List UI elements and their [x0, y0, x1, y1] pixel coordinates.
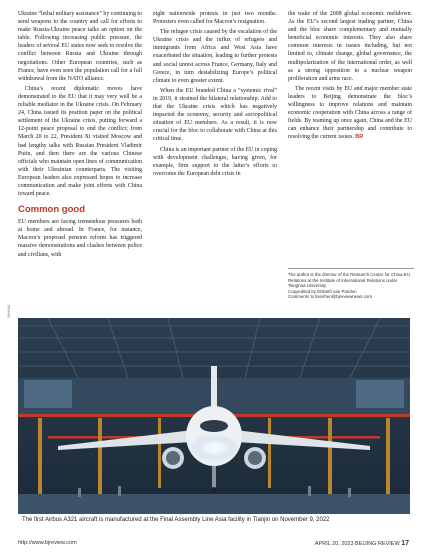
paragraph: the wake of the 2008 global economic meltdown. As the EU’s second largest trading partner, China and the bloc share complementary and mutually beneficial economic interests. They also share common interests in issues including, but not limited to, climate change, global governance, the multipolarization of the international order, as well as a strong opposition to a nuclear weapon proliferation and arms race. [288, 11, 412, 82]
author-note [288, 268, 414, 300]
paragraph: China is an important partner of the EU in coping with development challenges, having given, for example, firm support to the latter’s efforts to overcome the European debt crisis in [153, 146, 277, 177]
airbus-assembly-photo [18, 318, 410, 514]
article-column-1 [18, 10, 142, 261]
paragraph: eight nationwide protests in just two months. Protesters even called for Macron’s resignation. [153, 11, 277, 26]
paragraph: EU members are facing tremendous pressures both at home and abroad. In France, for instance, Macron’s proposed pension reform has triggered massive demonstrations and clashes between police and civilians, with [18, 219, 142, 258]
left-banner [24, 380, 72, 408]
hangar-floor [18, 494, 410, 514]
photo-credit: XINHUA [7, 304, 11, 318]
paragraph-text: The recent visits by EU and major member state leaders to Beijing demonstrate the bloc’s willingness to improve relations and maintain economic cooperation with China across a range of fields. By teaming up once again, China and the EU can enhance their partnership and contribute to resolving the current issues. [288, 85, 412, 141]
issue-text: APRIL 20, 2023 BEIJING REVIEW [314, 541, 400, 547]
nose-light-glow [188, 434, 240, 462]
right-banner [356, 380, 404, 408]
page-number: 17 [401, 540, 409, 547]
hangar-illustration [18, 318, 410, 514]
article-column-2 [153, 10, 277, 180]
section-subhead: Common good [18, 204, 86, 216]
footer-issue-line [315, 540, 409, 547]
copyeditor-credit: Copyedited by Elsbeth van Paridon [288, 288, 357, 294]
paragraph: China’s recent diplomatic moves have demonstrated to the EU that it may very well be a reliable mediator in the Ukraine crisis. On February 24, China issued its position paper on the political settlement of the Ukraine crisis, putting forward a 12-point peace proposal to end the conflict; from March 20 to 22, President Xi visited Moscow and had lengthy talks with Russian President Vladimir Putin, and then there are the various Chinese officials who maintain open lines of communication with their Ukrainian counterparts. The visiting European leaders also expressed hopes to increase communication and make joint efforts with China toward peace. [18, 85, 142, 198]
article-column-3 [288, 10, 412, 144]
paragraph: The refugee crisis caused by the escalation of the Ukraine crisis and the influx of refugees and immigrants from Africa and West Asia have exacerbated the situation, leading to further protests and social unrest across France, Germany, Italy and Greece, in turn destabilizing Europe’s political climate to even greater extent. [153, 29, 277, 84]
end-mark: BR [355, 134, 364, 141]
paragraph: When the EU branded China a “systemic rival” in 2019, it strained the bilateral relationship. Add to that the Ukraine crisis which has negatively impacted the economy, security and sociopolitical situation of EU members. As a result, it is now crucial for the bloc to collaborate with China at this critical time. [153, 87, 277, 143]
paragraph: Ukraine “lethal military assistance” by continuing to send weapons to the country and call for efforts to make Russia-Ukraine peace talks an option on the table. Following increasing public pressure, the leaders of several EU states now seek to resolve the conflict between Russia and Ukraine through negotiations. Other European countries, such as France, have even seen the population call for a full withdrawal from the NATO alliance. [18, 11, 142, 82]
photo-caption: The first Airbus A321 aircraft is manufactured at the Final Assembly Line Asia facility in Tianjin on November 9, 2022 [22, 517, 330, 523]
comments-email: Comments to lisenhen@bjreviewnews.com [288, 294, 373, 300]
author-bio: The author is the director of the Research Center for China-EU Relations at the Institute of International Relations under Tsinghua University [288, 272, 411, 289]
paragraph [288, 85, 412, 142]
footer-url[interactable]: http://www.bjreview.com [18, 540, 77, 546]
